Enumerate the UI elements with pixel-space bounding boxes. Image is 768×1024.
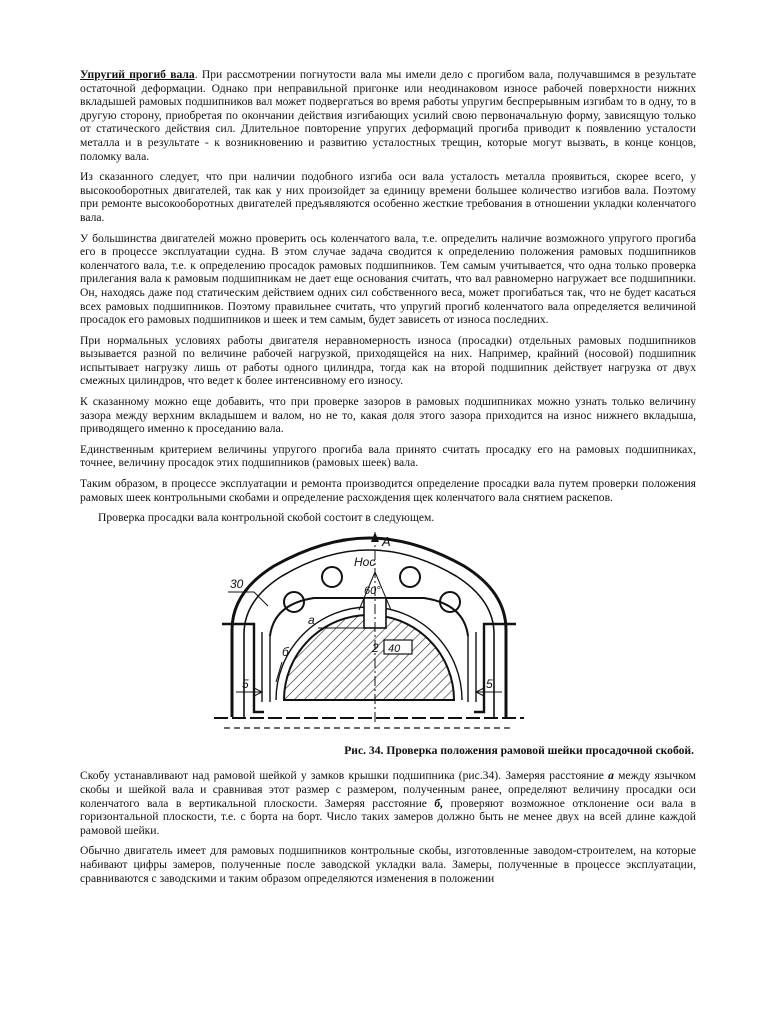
paragraph-3: У большинства двигателей можно проверить ось коленчатого вала, т.е. определить наличие возможного упругого прогиба его в процессе эксплуатации судна. В этом случае задача сводится к определению положения рамовых подшипников коленчатого вала, т.е. к определению просадок рамовых подшипников. Тем самым учитывается, что одна только проверка прилегания вала к рамовым подшипникам не дает еще основания считать, что вал равномерно нагружает все подшипники. Он, находясь даже под статическим действием одних сил собственного веса, может прогибаться так, что не будет касаться всех рамовых подшипников. Поэтому правильнее считать, что упругий прогиб коленчатого вала определяется величиной просадок его рамовых подшипников и шеек и тем самым, будет зависеть от износа последних.	[80, 231, 696, 327]
label-5-right: 5	[486, 676, 493, 691]
label-5-left: 5	[242, 676, 249, 691]
lock-left	[222, 624, 264, 712]
paragraph-9-var-b: б,	[434, 796, 444, 810]
bearing-diagram	[214, 532, 524, 744]
paragraph-6: Единственным критерием величины упругого прогиба вала принято считать просадку его на рамовых подшипниках, точнее, величину просадок этих подшипников (рамовых шеек) вала.	[80, 442, 696, 470]
paragraph-1	[80, 68, 696, 163]
paragraph-9	[80, 769, 696, 837]
paragraph-7: Таким образом, в процессе эксплуатации и ремонта производится определение просадки вала путем проверки положения рамовых шеек контрольными скобами и определение расхождения щек коленчатого вала снятием раскепов.	[80, 477, 696, 504]
figure-34	[80, 532, 696, 744]
hole-1	[284, 592, 304, 612]
bracket-leg-right	[468, 632, 476, 702]
dim-30-leader	[228, 592, 268, 606]
paragraph-10: Обычно двигатель имеет для рамовых подшипников контрольные скобы, изготовленные заводом-строителем, на которые набивают цифры замеров, полученные после заводской укладки вала. Замеры, полученные в процессе эксплуатации, сравниваются с заводскими и таким образом определяются изменения в положении	[80, 844, 696, 885]
paragraph-9-part-1: Скобу устанавливают над рамовой шейкой у замков крышки подшипника (рис.34). Замеряя расстояние	[80, 769, 609, 783]
dim-5-left	[236, 688, 262, 696]
paragraph-8: Проверка просадки вала контрольной скобой состоит в следующем.	[98, 511, 435, 525]
label-40: 40	[388, 642, 401, 655]
paragraph-2: Из сказанного следует, что при наличии подобного изгиба оси вала усталость металла проявиться, скорее всего, у высокооборотных двигателей, так как у них произойдет за единицу времени большее количество изгибов вала. Поэтому при ремонте высокооборотных двигателей предъявляются особенно жесткие требования в отношении укладки коленчатого вала.	[80, 170, 696, 224]
paragraph-5: К сказанному можно еще добавить, что при проверке зазоров в рамовых подшипниках можно узнать только величину зазора между верхним вкладышем и валом, но не то, какая доля этого зазора приходится на износ нижнего вкладыша, приводящего именно к проседанию вала.	[80, 395, 696, 436]
label-a: а	[308, 612, 315, 627]
hole-3	[400, 567, 420, 587]
figure-caption: Рис. 34. Проверка положения рамовой шейки просадочной скобой.	[344, 743, 694, 757]
label-b: б	[282, 644, 289, 659]
paragraph-9-part-3: проверяют возможное отклонение оси вала в горизонтальной плоскости, т.е. с борта на борт. Число таких замеров должно быть не менее двух на всей длине каждой рамовой шейки.	[80, 796, 696, 837]
paragraph-4: При нормальных условиях работы двигателя неравномерность износа (просадки) отдельных рамовых подшипников вызывается разной по величине рабочей нагрузкой, приходящейся на них. Например, крайний (носовой) подшипник испытывает нагрузку лишь от работы одного цилиндра, тогда как на второй подшипник действует нагрузка от двух смежных цилиндров, что ведет к более интенсивному его износу.	[80, 333, 696, 388]
label-60: 60°	[364, 584, 381, 597]
bracket-leg-left	[262, 632, 270, 702]
label-nos: Нос	[354, 554, 376, 569]
hole-4	[440, 592, 460, 612]
paragraph-1-term: Упругий прогиб вала	[80, 68, 195, 81]
label-A: А	[382, 533, 391, 549]
paragraph-9-var-a: а	[608, 769, 614, 783]
paragraph-9-part-2: между язычком скобы и шейкой вала и сравнивая этот размер с размером, полученным ранее, определяют величину просадки оси коленчатого вала в вертикальной плоскости. Замеряя расстояние	[80, 769, 696, 810]
label-30: 30	[230, 576, 244, 591]
label-2: 2	[372, 640, 379, 655]
lock-right	[474, 624, 516, 712]
hole-2	[322, 567, 342, 587]
paragraph-1-text: . При рассмотрении погнутости вала мы имели дело с прогибом вала, получавшимся в результате остаточной деформации. Однако при неправильной пригонке или неодинаковом износе рабочей поверхности нижних вкладышей рамовых подшипников вал может подвергаться во время работы упругим беспрерывным изгибам то в одну, то в другую сторону, приобретая по окончании действия изгибающих усилий свою первоначальную форму, зависящую только от статического действия сил. Длительное повторение упругих деформаций прогиба приводит к появлению усталости металла и в результате - к возникновению и развитию усталостных трещин, которые могут вызвать, в конце концов, поломку вала.	[80, 68, 696, 163]
